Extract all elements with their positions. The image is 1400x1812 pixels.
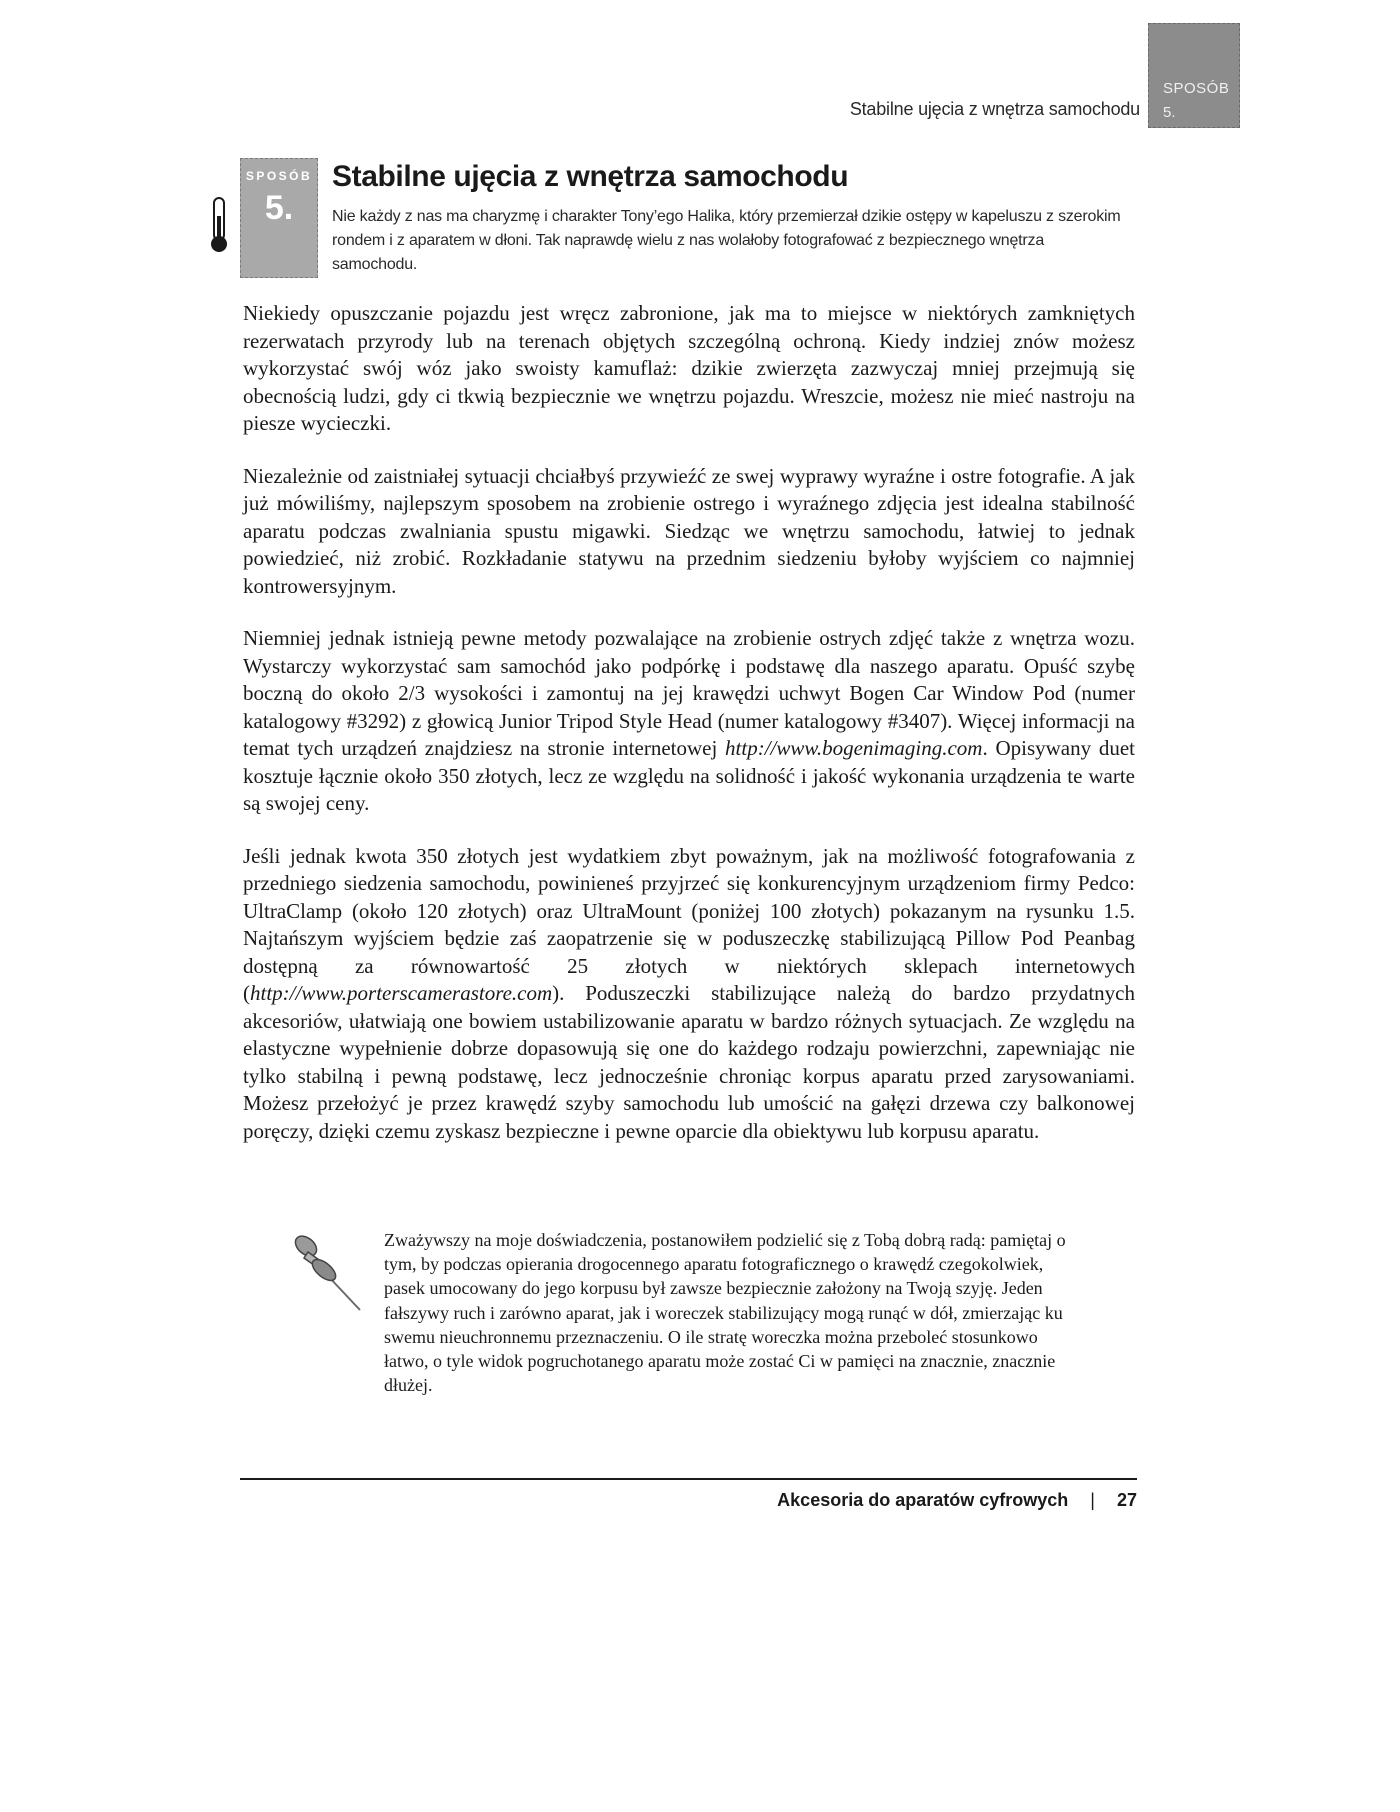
hack-badge-label: SPOSÓB bbox=[245, 169, 313, 183]
paragraph-3-text-b: . Opisywany duet kosztuje łącznie około 350 złotych, lecz ze względu na solidność i jakość wykonania urządzenia te warte są swojej ceny. bbox=[243, 736, 1135, 815]
thumb-tab-label: SPOSÓB bbox=[1163, 80, 1230, 97]
body-text bbox=[243, 300, 1135, 1170]
paragraph-2: Niezależnie od zaistniałej sytuacji chciałbyś przywieźć ze swej wyprawy wyraźne i ostre fotografie. A jak już mówiliśmy, najlepszym sposobem na zrobienie ostrego i wyraźnego zdjęcia jest idealna stabilność aparatu podczas zwalniania spustu migawki. Siedząc we wnętrzu samochodu, łatwiej to jednak powiedzieć, niż zrobić. Rozkładanie statywu na przednim siedzeniu byłoby wyjściem co najmniej kontrowersyjnym. bbox=[243, 463, 1135, 598]
tip-note-text: Zważywszy na moje doświadczenia, postanowiłem podzielić się z Tobą dobrą radą: pamiętaj o tym, by podczas opierania drogocennego aparatu fotograficznego o krawędź czegokolwiek, pasek umocowany do jego korpusu był zawsze bezpiecznie założony na Twoją szyję. Jeden fałszywy ruch i zarówno aparat, jak i woreczek stabilizujący mogą runąć w dół, zmierzając ku swemu nieuchronnemu przeznaczeniu. O ile stratę woreczka można przeboleć stosunkowo łatwo, o tyle widok pogruchotanego aparatu może zostać Ci w pamięci na znacznie, znacznie dłużej. bbox=[384, 1230, 1066, 1396]
paragraph-3-text-a: Niemniej jednak istnieją pewne metody pozwalające na zrobienie ostrych zdjęć także z wnętrza wozu. Wystarczy wykorzystać sam samochód jako podpórkę i podstawę dla naszego aparatu. Opuść szybę boczną do około 2/3 wysokości i zamontuj na jej krawędzi uchwyt Bogen Car Window Pod (numer katalogowy #3292) z głowicą Junior Tripod Style Head (numer katalogowy #3407). Więcej informacji na temat tych urządzeń znajdziesz na stronie internetowej bbox=[243, 626, 1135, 760]
pushpin-icon bbox=[288, 1232, 366, 1314]
paragraph-3 bbox=[243, 625, 1135, 818]
page-number: 27 bbox=[1116, 1490, 1137, 1510]
paragraph-4-text-b: ). Poduszeczki stabilizujące należą do bardzo przydatnych akcesoriów, ułatwiają one bowiem ustabilizowanie aparatu w bardzo różnych sytuacjach. Ze względu na elastyczne wypełnienie dobrze dopasowują się one do każdego rodzaju powierzchni, zapewniając nie tylko stabilną i pewną podstawę, lecz jednocześnie chroniąc korpus aparatu przed zarysowaniami. Możesz przełożyć je przez krawędź szyby samochodu lub umościć na gałęzi drzewa czy balkonowej poręczy, dzięki czemu zyskasz bezpieczne i pewne oparcie dla obiektywu lub korpusu aparatu. bbox=[243, 981, 1135, 1143]
section-title: Stabilne ujęcia z wnętrza samochodu bbox=[332, 160, 849, 193]
porters-url: http://www.porterscamerastore.com bbox=[250, 981, 553, 1005]
thermometer-icon bbox=[208, 196, 230, 254]
bogen-url: http://www.bogenimaging.com bbox=[725, 736, 983, 760]
paragraph-1: Niekiedy opuszczanie pojazdu jest wręcz zabronione, jak ma to miejsce w niektórych zamkniętych rezerwatach przyrody lub na terenach objętych szczególną ochroną. Kiedy indziej znów możesz wykorzystać swój wóz jako swoisty kamuflaż: dzikie zwierzęta zazwyczaj mniej przejmują się obecnością ludzi, gdy ci tkwią bezpiecznie we wnętrzu pojazdu. Wreszcie, możesz nie mieć nastroju na piesze wycieczki. bbox=[243, 301, 1135, 435]
section-intro: Nie każdy z nas ma charyzmę i charakter Tony’ego Halika, który przemierzał dzikie ostępy w kapeluszu z szerokim rondem i z aparatem w dłoni. Tak naprawdę wielu z nas wolałoby fotografować z bezpiecznego wnętrza samochodu. bbox=[332, 208, 1121, 273]
footer-rule bbox=[240, 1478, 1137, 1480]
thumb-tab bbox=[1148, 23, 1240, 128]
running-header-title: Stabilne ujęcia z wnętrza samochodu bbox=[849, 99, 1140, 119]
paragraph-4-text-a: Jeśli jednak kwota 350 złotych jest wydatkiem zbyt poważnym, jak na możliwość fotografowania z przedniego siedzenia samochodu, powinieneś przyjrzeć się konkurencyjnym urządzeniom firmy Pedco: UltraClamp (około 120 złotych) oraz UltraMount (poniżej 100 złotych) pokazanym na rysunku 1.5. Najtańszym wyjściem będzie zaś zaopatrzenie się w poduszeczkę stabilizującą Pillow Pod Peanbag dostępną za równowartość 25 złotych w niektórych sklepach internetowych ( bbox=[243, 843, 1135, 1005]
thumb-tab-number: 5. bbox=[1163, 104, 1176, 121]
hack-badge bbox=[240, 158, 318, 278]
footer-separator: | bbox=[1090, 1490, 1095, 1510]
page-footer bbox=[600, 1490, 1137, 1511]
hack-badge-number: 5. bbox=[264, 189, 294, 227]
paragraph-4 bbox=[243, 843, 1135, 1146]
footer-book-title: Akcesoria do aparatów cyfrowych bbox=[777, 1490, 1069, 1510]
